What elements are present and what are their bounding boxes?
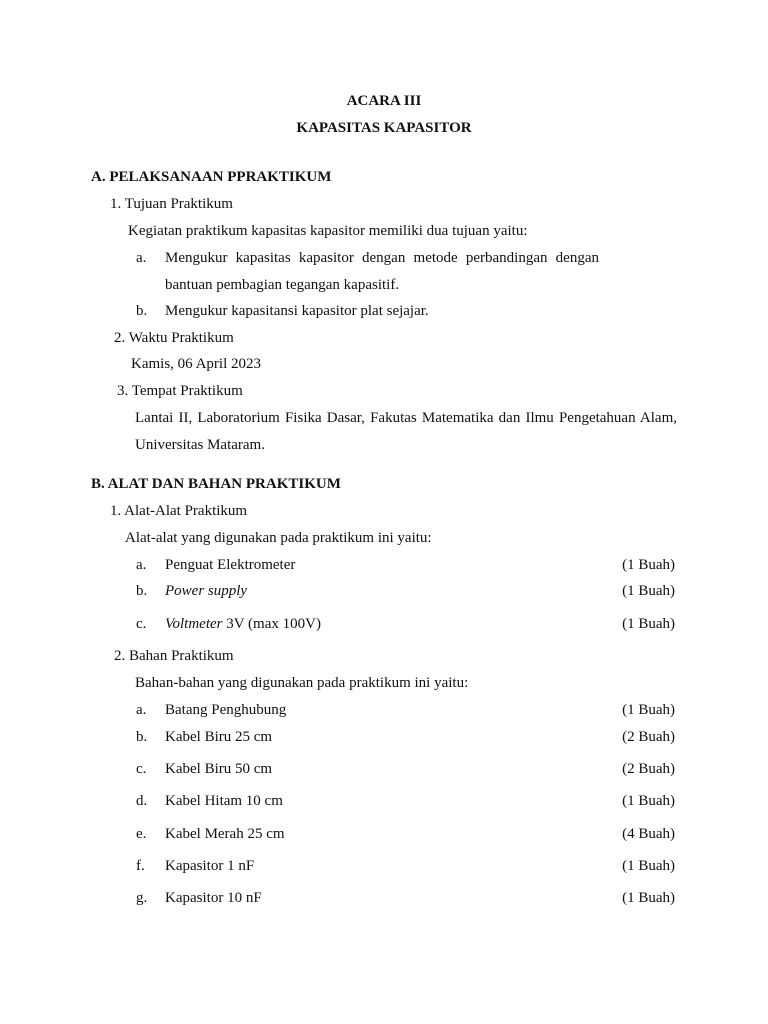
section-b-title: B. ALAT DAN BAHAN PRAKTIKUM bbox=[91, 476, 341, 492]
alat-item-name: Voltmeter bbox=[165, 616, 223, 632]
bahan-item-qty: (1 Buah) bbox=[622, 858, 675, 874]
bahan-item-qty: (2 Buah) bbox=[622, 729, 675, 745]
alat-item-name: Penguat Elektrometer bbox=[165, 557, 296, 573]
waktu-value: Kamis, 06 April 2023 bbox=[131, 356, 261, 372]
alat-item-qty: (1 Buah) bbox=[622, 616, 675, 632]
alat-item-marker: c. bbox=[136, 616, 147, 632]
tujuan-item-marker: b. bbox=[136, 303, 148, 319]
tempat-value-cont: Universitas Mataram. bbox=[135, 437, 265, 453]
alat-item-name-suffix: 3V (max 100V) bbox=[222, 616, 321, 632]
alat-item-marker: a. bbox=[136, 557, 147, 573]
bahan-item-name: Kabel Merah 25 cm bbox=[165, 826, 285, 842]
bahan-item-qty: (4 Buah) bbox=[622, 826, 675, 842]
bahan-item-qty: (1 Buah) bbox=[622, 793, 675, 809]
alat-intro: Alat-alat yang digunakan pada praktikum ini yaitu: bbox=[125, 530, 432, 546]
bahan-item-name: Batang Penghubung bbox=[165, 702, 287, 718]
bahan-item-marker: a. bbox=[136, 702, 147, 718]
bahan-intro: Bahan-bahan yang digunakan pada praktikum ini yaitu: bbox=[135, 675, 469, 691]
alat-label: 1. Alat-Alat Praktikum bbox=[110, 503, 248, 519]
bahan-item-name: Kabel Biru 25 cm bbox=[165, 729, 273, 745]
tujuan-item-text: Mengukur kapasitansi kapasitor plat sejajar. bbox=[165, 303, 429, 319]
waktu-label: 2. Waktu Praktikum bbox=[114, 330, 234, 346]
tujuan-item-marker: a. bbox=[136, 250, 147, 266]
alat-item-qty: (1 Buah) bbox=[622, 557, 675, 573]
bahan-item-marker: d. bbox=[136, 793, 148, 809]
section-a-title: A. PELAKSANAAN PPRAKTIKUM bbox=[91, 169, 332, 185]
alat-item-name-row bbox=[165, 615, 321, 633]
page-title: KAPASITAS KAPASITOR bbox=[296, 120, 472, 136]
bahan-item-name: Kabel Hitam 10 cm bbox=[165, 793, 283, 809]
bahan-item-marker: b. bbox=[136, 729, 148, 745]
bahan-item-name: Kapasitor 10 nF bbox=[165, 890, 262, 906]
tujuan-item-text: Mengukur kapasitas kapasitor dengan metode perbandingan dengan bbox=[165, 250, 599, 266]
bahan-item-name: Kabel Biru 50 cm bbox=[165, 761, 273, 777]
alat-item-marker: b. bbox=[136, 583, 148, 599]
bahan-item-qty: (1 Buah) bbox=[622, 890, 675, 906]
tujuan-label: 1. Tujuan Praktikum bbox=[110, 196, 233, 212]
page-heading-acara: ACARA III bbox=[346, 93, 422, 109]
bahan-label: 2. Bahan Praktikum bbox=[114, 648, 234, 664]
tujuan-item-text-cont: bantuan pembagian tegangan kapasitif. bbox=[165, 277, 400, 293]
tempat-label: 3. Tempat Praktikum bbox=[117, 383, 243, 399]
bahan-item-qty: (2 Buah) bbox=[622, 761, 675, 777]
bahan-item-qty: (1 Buah) bbox=[622, 702, 675, 718]
tujuan-intro: Kegiatan praktikum kapasitas kapasitor memiliki dua tujuan yaitu: bbox=[128, 223, 528, 239]
alat-item-qty: (1 Buah) bbox=[622, 583, 675, 599]
bahan-item-marker: c. bbox=[136, 761, 147, 777]
alat-item-name: Power supply bbox=[165, 583, 248, 599]
bahan-item-name: Kapasitor 1 nF bbox=[165, 858, 255, 874]
bahan-item-marker: e. bbox=[136, 826, 147, 842]
bahan-item-marker: g. bbox=[136, 890, 148, 906]
bahan-item-marker: f. bbox=[136, 858, 145, 874]
tempat-value: Lantai II, Laboratorium Fisika Dasar, Fakutas Matematika dan Ilmu Pengetahuan Alam, bbox=[135, 410, 677, 426]
